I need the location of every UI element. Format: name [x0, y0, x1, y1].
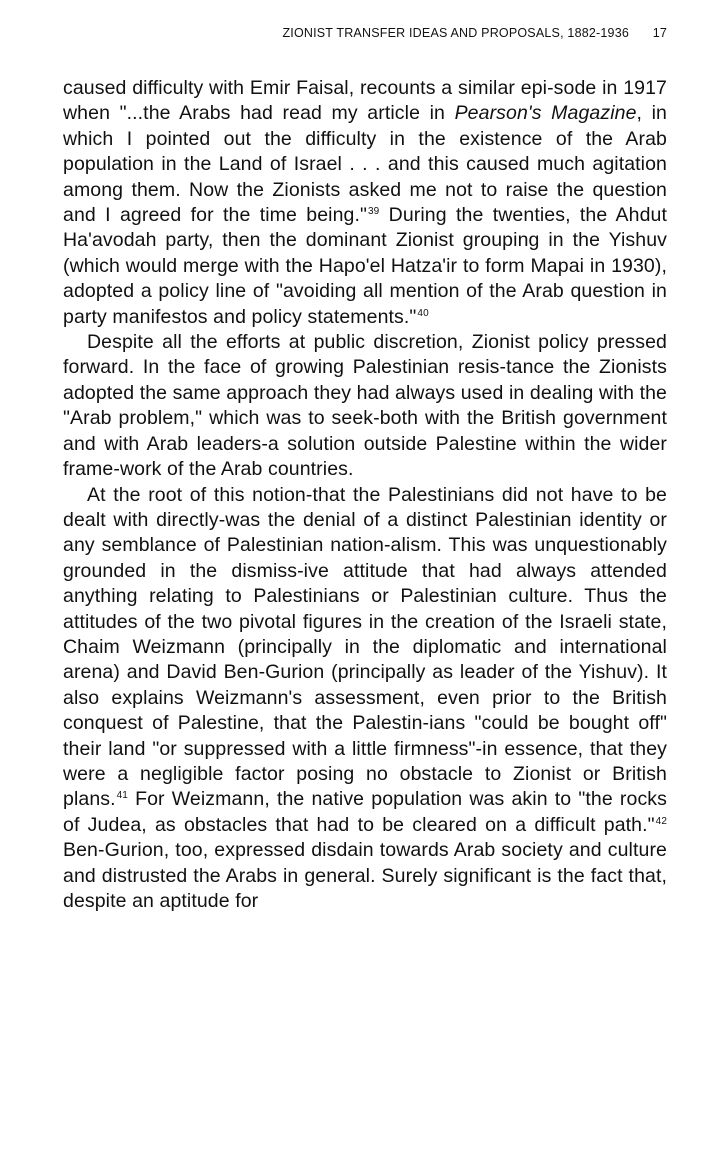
- paragraph-1-text-a: caused difficulty with Emir Faisal, recounts a similar epi-sode in 1917 when "...the Arabs had read my article in: [63, 77, 667, 125]
- paragraph-1-text-c: During the twenties, the Ahdut Ha'avodah party, then the dominant Zionist grouping in the Yishuv (which would merge with the Hapo'el Hatza'ir to form Mapai in 1930), adopted a policy line of "avoiding all mention of the Arab question in party manifestos and policy statements.": [63, 204, 668, 328]
- paragraph-3-text-a: At the root of this notion-that the Palestinians did not have to be dealt with directly-was the denial of a distinct Palestinian identity or any semblance of Palestinian nation-alism. This was unquestionably grounded in the dismiss-ive attitude that had always attended anything relating to Palestinians or Palestinian culture. Thus the attitudes of the two pivotal figures in the creation of the Israeli state, Chaim Weizmann (principally in the diplomatic and international arena) and David Ben-Gurion (principally as leader of the Yishuv). It also explains Weizmann's assessment, even prior to the British conquest of Palestine, that the Palestin-ians "could be bought off" their land "or suppressed with a little firmness"-in essence, that they were a negligible factor posing no obstacle to Zionist or British plans.: [63, 483, 667, 811]
- body-text: [63, 76, 667, 914]
- paragraph-3-text-b: For Weizmann, the native population was akin to "the rocks of Judea, as obstacles that had to be cleared on a difficult path.": [63, 788, 667, 836]
- page-number: 17: [652, 26, 667, 40]
- running-head: [62, 26, 667, 40]
- paragraph-2: [63, 330, 667, 482]
- running-title: ZIONIST TRANSFER IDEAS AND PROPOSALS, 1882-1936: [282, 26, 629, 40]
- paragraph-1-text-b: , in which I pointed out the difficulty in the existence of the Arab population in the Land of Israel . . . and this caused much agitation among them. Now the Zionists asked me not to raise the question and I agreed for the time being.": [63, 102, 667, 227]
- magazine-title: Pearson's Magazine: [454, 102, 637, 125]
- footnote-ref-40: 40: [417, 307, 429, 319]
- footnote-ref-42: 42: [655, 815, 667, 827]
- footnote-ref-39: 39: [368, 206, 380, 218]
- paragraph-3: [63, 483, 667, 915]
- paragraph-2-text: Despite all the efforts at public discretion, Zionist policy pressed forward. In the face of growing Palestinian resis-tance the Zionists adopted the same approach they had always used in dealing with the "Arab problem," which was to seek-both with the British government and with Arab leaders-a solution outside Palestine within the wider frame-work of the Arab countries.: [63, 331, 667, 481]
- paragraph-3-text-c: Ben-Gurion, too, expressed disdain towards Arab society and culture and distrusted the Arabs in general. Surely significant is the fact that, despite an aptitude for: [63, 839, 667, 912]
- paragraph-1: [63, 76, 667, 330]
- footnote-ref-41: 41: [116, 790, 128, 802]
